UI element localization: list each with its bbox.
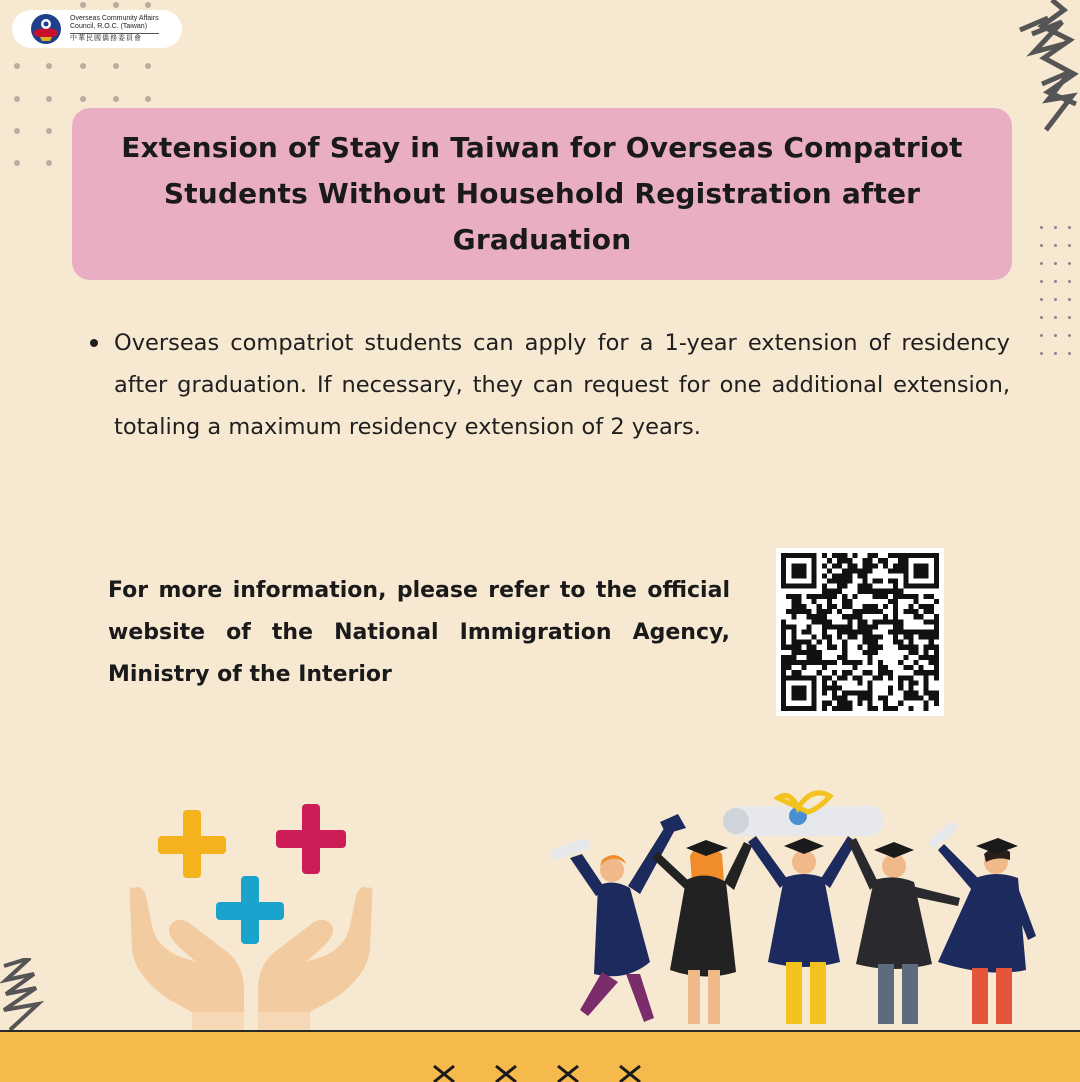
diploma-scroll-icon	[723, 793, 884, 836]
graduate-figure	[748, 836, 856, 1024]
list-item: Overseas compatriot students can apply for a 1-year extension of residency after graduation. If necessary, they can request for one additional extension, totaling a maximum residency extension of 2 years.	[90, 322, 1010, 448]
info-line2: website of the National Immigration Agency,	[108, 620, 730, 645]
qr-code-icon[interactable]	[776, 548, 944, 716]
info-line3: Ministry of the Interior	[108, 662, 392, 687]
org-name-line1: Overseas Community Affairs	[70, 14, 159, 22]
title-banner	[72, 108, 1012, 280]
graduate-figure	[652, 840, 752, 1024]
ocac-logo	[12, 10, 182, 48]
page-title	[72, 125, 1012, 263]
footer-bar	[0, 1030, 1080, 1082]
org-name-line2: Council, R.O.C. (Taiwan)	[70, 23, 148, 31]
title-line2: Students Without Household Registration after Graduation	[163, 177, 921, 256]
zigzag-decoration-icon	[1012, 0, 1080, 140]
red-plus-icon	[276, 804, 346, 874]
ocac-emblem-icon	[30, 13, 62, 45]
yellow-plus-icon	[158, 810, 226, 878]
zigzag-decoration-icon	[0, 958, 46, 1038]
title-line1: Extension of Stay in Taiwan for Overseas Compatriot	[121, 131, 963, 164]
graduate-figure	[938, 838, 1036, 1024]
blue-plus-icon	[216, 876, 284, 944]
logo-text	[70, 15, 159, 44]
more-info-text	[108, 570, 730, 696]
graduates-celebrating-illustration	[540, 786, 1050, 1032]
graduate-figure	[848, 838, 960, 1024]
cross-marks-decoration-icon	[430, 1062, 650, 1082]
info-line1: For more information, please refer to the official	[108, 578, 730, 603]
org-name-chinese: 中華民國僑務委員會	[70, 33, 159, 44]
hands-with-plus-signs-icon	[126, 800, 376, 1032]
info-bullet-list	[90, 322, 1010, 448]
